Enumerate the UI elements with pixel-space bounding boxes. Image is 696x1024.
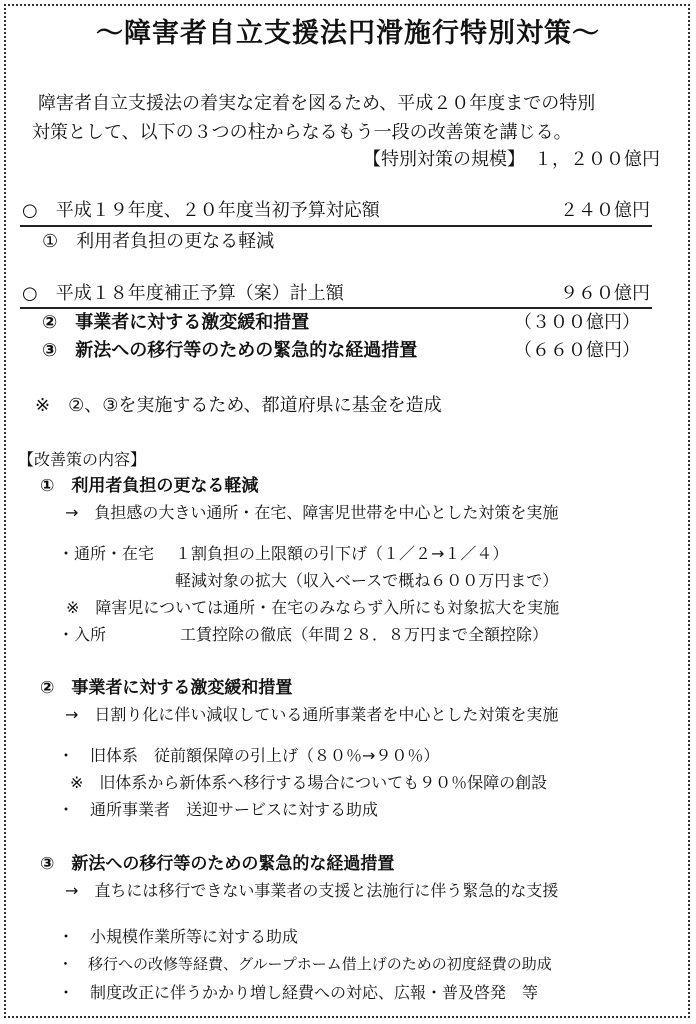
budget2-item-3-amount: （６６０億円） — [514, 340, 640, 361]
section-1-outpatient-text-1: １割負担の上限額の引下げ（１／２→１／４） — [175, 544, 509, 563]
budget2-item-2: ② 事業者に対する激変緩和措置 — [42, 312, 310, 333]
intro-line-1: 障害者自立支援法の着実な定着を図るため、平成２０年度までの特別 — [38, 93, 596, 114]
section-1-title: ① 利用者負担の更なる軽減 — [40, 476, 259, 496]
fund-note: ※ ②、③を実施するため、都道府県に基金を造成 — [35, 395, 442, 416]
section-1-outpatient-label: ・通所・在宅 — [58, 544, 155, 563]
content-heading: 【改善策の内容】 — [18, 450, 147, 469]
section-3-arrow-line: → 直ちには移行できない事業者の支援と法施行に伴う緊急的な支援 — [65, 881, 559, 900]
intro-line-2: 対策として、以下の３つの柱からなるもう一段の改善策を講じる。 — [32, 122, 572, 143]
special-measure-scale: 【特別対策の規模】 １，２００億円 — [363, 149, 660, 170]
section-2-item-a: ・ 旧体系 従前額保障の引上げ（８０％→９０％） — [58, 746, 440, 765]
budget2-item-3: ③ 新法への移行等のための緊急的な経過措置 — [42, 340, 418, 361]
budget2-amount: ９６０億円 — [560, 283, 650, 304]
budget1-amount: ２４０億円 — [560, 200, 650, 221]
section-3-title: ③ 新法への移行等のための緊急的な経過措置 — [40, 854, 395, 874]
section-1-admission-text: 工賃控除の徹底（年間２８．８万円まで全額控除） — [180, 625, 549, 644]
budget2-item-2-amount: （３００億円） — [514, 312, 640, 333]
section-1-outpatient-text-2: 軽減対象の拡大（収入ベースで概ね６００万円まで） — [175, 571, 559, 590]
budget1-item-1: ① 利用者負担の更なる軽減 — [42, 231, 275, 252]
section-3-item-b: ・ 移行への改修等経費、グループホーム借上げのための初度経費の助成 — [58, 955, 552, 973]
budget1-underline — [20, 225, 652, 227]
section-3-item-c: ・ 制度改正に伴うかかり増し経費への対応、広報・普及啓発 等 — [58, 983, 539, 1002]
budget1-label: ○ 平成１９年度、２０年度当初予算対応額 — [22, 200, 380, 221]
section-2-arrow-line: → 日割り化に伴い減収している通所事業者を中心とした対策を実施 — [65, 705, 559, 724]
section-1-note: ※ 障害児については通所・在宅のみならず入所にも対象拡大を実施 — [66, 598, 560, 617]
section-2-title: ② 事業者に対する激変緩和措置 — [40, 678, 293, 698]
budget2-underline — [20, 307, 652, 309]
section-1-admission-label: ・入所 — [58, 625, 107, 644]
section-2-item-b: ・ 通所事業者 送迎サービスに対する助成 — [58, 800, 379, 819]
page-title: ～障害者自立支援法円滑施行特別対策～ — [96, 18, 600, 49]
section-3-item-a: ・ 小規模作業所等に対する助成 — [58, 927, 299, 946]
section-2-note: ※ 旧体系から新体系へ移行する場合についても９０％保障の創設 — [70, 773, 548, 792]
budget2-label: ○ 平成１８年度補正予算（案）計上額 — [22, 283, 344, 304]
section-1-arrow-line: → 負担感の大きい通所・在宅、障害児世帯を中心とした対策を実施 — [65, 503, 559, 522]
